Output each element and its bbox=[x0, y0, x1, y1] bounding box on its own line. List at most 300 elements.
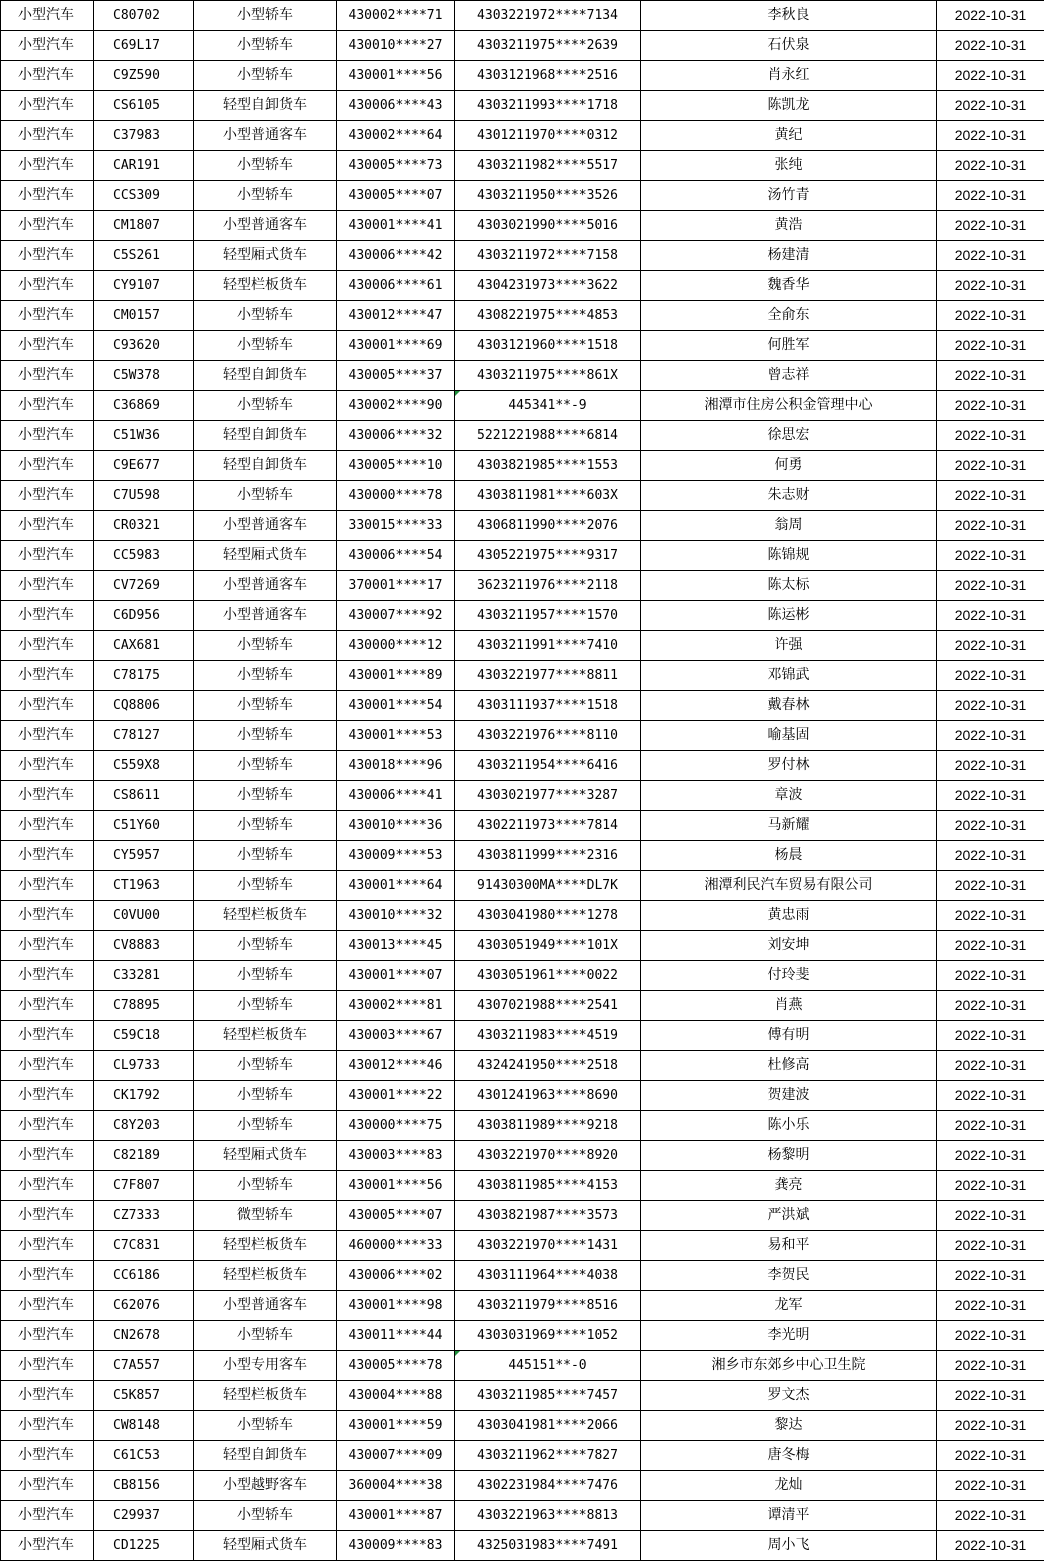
vehicle-category-cell: 小型汽车 bbox=[1, 631, 94, 661]
code-cell: 430003****67 bbox=[337, 1021, 455, 1051]
plate-number-cell: CN2678 bbox=[94, 1321, 194, 1351]
date-cell: 2022-10-31 bbox=[937, 931, 1044, 961]
plate-number-cell: C61C53 bbox=[94, 1441, 194, 1471]
id-number-cell: 4303121960****1518 bbox=[455, 331, 641, 361]
code-cell: 430001****98 bbox=[337, 1291, 455, 1321]
table-row bbox=[1, 721, 1044, 751]
id-number-cell: 3623211976****2118 bbox=[455, 571, 641, 601]
vehicle-category-cell: 小型汽车 bbox=[1, 991, 94, 1021]
vehicle-type-cell: 轻型栏板货车 bbox=[194, 1021, 337, 1051]
id-number-cell: 4303041980****1278 bbox=[455, 901, 641, 931]
code-cell: 430002****81 bbox=[337, 991, 455, 1021]
code-cell: 430005****07 bbox=[337, 1201, 455, 1231]
vehicle-category-cell: 小型汽车 bbox=[1, 1351, 94, 1381]
date-cell: 2022-10-31 bbox=[937, 661, 1044, 691]
vehicle-category-cell: 小型汽车 bbox=[1, 1111, 94, 1141]
code-cell: 360004****38 bbox=[337, 1471, 455, 1501]
vehicle-category-cell: 小型汽车 bbox=[1, 1531, 94, 1561]
code-cell: 430005****07 bbox=[337, 181, 455, 211]
code-cell: 430001****87 bbox=[337, 1501, 455, 1531]
code-cell: 430013****45 bbox=[337, 931, 455, 961]
id-number-cell: 4303211962****7827 bbox=[455, 1441, 641, 1471]
code-cell: 430005****78 bbox=[337, 1351, 455, 1381]
vehicle-category-cell: 小型汽车 bbox=[1, 541, 94, 571]
id-number-cell: 4303221972****7134 bbox=[455, 1, 641, 31]
id-number-cell: 4302231984****7476 bbox=[455, 1471, 641, 1501]
vehicle-type-cell: 小型轿车 bbox=[194, 31, 337, 61]
owner-name-cell: 严洪斌 bbox=[641, 1201, 937, 1231]
plate-number-cell: CY9107 bbox=[94, 271, 194, 301]
vehicle-type-cell: 小型轿车 bbox=[194, 691, 337, 721]
vehicle-type-cell: 小型专用客车 bbox=[194, 1351, 337, 1381]
owner-name-cell: 杜修高 bbox=[641, 1051, 937, 1081]
code-cell: 430001****22 bbox=[337, 1081, 455, 1111]
date-cell: 2022-10-31 bbox=[937, 1111, 1044, 1141]
vehicle-type-cell: 小型轿车 bbox=[194, 331, 337, 361]
vehicle-type-cell: 小型轿车 bbox=[194, 1171, 337, 1201]
vehicle-type-cell: 轻型厢式货车 bbox=[194, 241, 337, 271]
date-cell: 2022-10-31 bbox=[937, 151, 1044, 181]
table-row bbox=[1, 121, 1044, 151]
table-row bbox=[1, 361, 1044, 391]
table-row bbox=[1, 31, 1044, 61]
date-cell: 2022-10-31 bbox=[937, 541, 1044, 571]
id-number-cell: 4303211975****861X bbox=[455, 361, 641, 391]
code-cell: 430006****54 bbox=[337, 541, 455, 571]
vehicle-category-cell: 小型汽车 bbox=[1, 271, 94, 301]
code-cell: 430005****10 bbox=[337, 451, 455, 481]
id-number-cell: 4303211950****3526 bbox=[455, 181, 641, 211]
plate-number-cell: C78127 bbox=[94, 721, 194, 751]
code-cell: 430010****32 bbox=[337, 901, 455, 931]
plate-number-cell: CS8611 bbox=[94, 781, 194, 811]
code-cell: 370001****17 bbox=[337, 571, 455, 601]
vehicle-type-cell: 小型轿车 bbox=[194, 751, 337, 781]
plate-number-cell: C9E677 bbox=[94, 451, 194, 481]
code-cell: 330015****33 bbox=[337, 511, 455, 541]
vehicle-category-cell: 小型汽车 bbox=[1, 1201, 94, 1231]
plate-number-cell: CQ8806 bbox=[94, 691, 194, 721]
id-number-cell: 4303811989****9218 bbox=[455, 1111, 641, 1141]
date-cell: 2022-10-31 bbox=[937, 301, 1044, 331]
plate-number-cell: C5S261 bbox=[94, 241, 194, 271]
owner-name-cell: 陈锦规 bbox=[641, 541, 937, 571]
vehicle-category-cell: 小型汽车 bbox=[1, 61, 94, 91]
code-cell: 430010****36 bbox=[337, 811, 455, 841]
date-cell: 2022-10-31 bbox=[937, 1321, 1044, 1351]
plate-number-cell: C69L17 bbox=[94, 31, 194, 61]
table-row bbox=[1, 1411, 1044, 1441]
plate-number-cell: C59C18 bbox=[94, 1021, 194, 1051]
vehicle-type-cell: 小型轿车 bbox=[194, 1321, 337, 1351]
vehicle-category-cell: 小型汽车 bbox=[1, 1441, 94, 1471]
vehicle-type-cell: 微型轿车 bbox=[194, 1201, 337, 1231]
code-cell: 430012****46 bbox=[337, 1051, 455, 1081]
owner-name-cell: 戴春林 bbox=[641, 691, 937, 721]
table-row bbox=[1, 1231, 1044, 1261]
code-cell: 430007****92 bbox=[337, 601, 455, 631]
date-cell: 2022-10-31 bbox=[937, 1171, 1044, 1201]
plate-number-cell: C78895 bbox=[94, 991, 194, 1021]
owner-name-cell: 贺建波 bbox=[641, 1081, 937, 1111]
id-number-cell: 4303211979****8516 bbox=[455, 1291, 641, 1321]
vehicle-category-cell: 小型汽车 bbox=[1, 1, 94, 31]
owner-name-cell: 杨黎明 bbox=[641, 1141, 937, 1171]
id-number-cell: 4303211957****1570 bbox=[455, 601, 641, 631]
table-row bbox=[1, 181, 1044, 211]
plate-number-cell: C62076 bbox=[94, 1291, 194, 1321]
plate-number-cell: CC6186 bbox=[94, 1261, 194, 1291]
vehicle-type-cell: 小型轿车 bbox=[194, 871, 337, 901]
table-row bbox=[1, 1291, 1044, 1321]
code-cell: 430011****44 bbox=[337, 1321, 455, 1351]
code-cell: 430001****64 bbox=[337, 871, 455, 901]
date-cell: 2022-10-31 bbox=[937, 1231, 1044, 1261]
vehicle-type-cell: 小型轿车 bbox=[194, 391, 337, 421]
vehicle-type-cell: 小型越野客车 bbox=[194, 1471, 337, 1501]
code-cell: 430001****59 bbox=[337, 1411, 455, 1441]
owner-name-cell: 黎达 bbox=[641, 1411, 937, 1441]
id-number-cell: 4303221970****8920 bbox=[455, 1141, 641, 1171]
id-number-cell: 4303211991****7410 bbox=[455, 631, 641, 661]
id-number-cell: 4304231973****3622 bbox=[455, 271, 641, 301]
date-cell: 2022-10-31 bbox=[937, 751, 1044, 781]
date-cell: 2022-10-31 bbox=[937, 781, 1044, 811]
date-cell: 2022-10-31 bbox=[937, 481, 1044, 511]
code-cell: 430005****37 bbox=[337, 361, 455, 391]
owner-name-cell: 李光明 bbox=[641, 1321, 937, 1351]
vehicle-category-cell: 小型汽车 bbox=[1, 721, 94, 751]
vehicle-type-cell: 小型轿车 bbox=[194, 301, 337, 331]
code-cell: 430001****89 bbox=[337, 661, 455, 691]
code-cell: 430005****73 bbox=[337, 151, 455, 181]
plate-number-cell: CC5983 bbox=[94, 541, 194, 571]
date-cell: 2022-10-31 bbox=[937, 1471, 1044, 1501]
owner-name-cell: 唐冬梅 bbox=[641, 1441, 937, 1471]
vehicle-type-cell: 小型轿车 bbox=[194, 781, 337, 811]
code-cell: 430002****90 bbox=[337, 391, 455, 421]
vehicle-type-cell: 小型普通客车 bbox=[194, 121, 337, 151]
code-cell: 430006****42 bbox=[337, 241, 455, 271]
vehicle-category-cell: 小型汽车 bbox=[1, 811, 94, 841]
table-row bbox=[1, 1381, 1044, 1411]
table-row bbox=[1, 901, 1044, 931]
vehicle-type-cell: 小型轿车 bbox=[194, 631, 337, 661]
owner-name-cell: 魏香华 bbox=[641, 271, 937, 301]
vehicle-type-cell: 小型轿车 bbox=[194, 1111, 337, 1141]
table-row bbox=[1, 1501, 1044, 1531]
vehicle-type-cell: 小型轿车 bbox=[194, 661, 337, 691]
code-cell: 430001****69 bbox=[337, 331, 455, 361]
owner-name-cell: 湘潭利民汽车贸易有限公司 bbox=[641, 871, 937, 901]
owner-name-cell: 喻基固 bbox=[641, 721, 937, 751]
vehicle-category-cell: 小型汽车 bbox=[1, 211, 94, 241]
owner-name-cell: 全俞东 bbox=[641, 301, 937, 331]
table-row bbox=[1, 1111, 1044, 1141]
owner-name-cell: 何胜军 bbox=[641, 331, 937, 361]
date-cell: 2022-10-31 bbox=[937, 1081, 1044, 1111]
id-number-cell: 4308221975****4853 bbox=[455, 301, 641, 331]
plate-number-cell: CV8883 bbox=[94, 931, 194, 961]
id-number-cell: 4303221970****1431 bbox=[455, 1231, 641, 1261]
table-row bbox=[1, 1051, 1044, 1081]
vehicle-category-cell: 小型汽车 bbox=[1, 331, 94, 361]
table-row bbox=[1, 1081, 1044, 1111]
id-number-cell: 4302211973****7814 bbox=[455, 811, 641, 841]
vehicle-category-cell: 小型汽车 bbox=[1, 361, 94, 391]
owner-name-cell: 付玲斐 bbox=[641, 961, 937, 991]
table-row bbox=[1, 871, 1044, 901]
owner-name-cell: 易和平 bbox=[641, 1231, 937, 1261]
date-cell: 2022-10-31 bbox=[937, 1291, 1044, 1321]
plate-number-cell: C0VU00 bbox=[94, 901, 194, 931]
plate-number-cell: C7F807 bbox=[94, 1171, 194, 1201]
vehicle-category-cell: 小型汽车 bbox=[1, 121, 94, 151]
date-cell: 2022-10-31 bbox=[937, 961, 1044, 991]
date-cell: 2022-10-31 bbox=[937, 421, 1044, 451]
table-row bbox=[1, 1441, 1044, 1471]
plate-number-cell: CCS309 bbox=[94, 181, 194, 211]
table-row bbox=[1, 931, 1044, 961]
date-cell: 2022-10-31 bbox=[937, 1051, 1044, 1081]
date-cell: 2022-10-31 bbox=[937, 811, 1044, 841]
vehicle-type-cell: 小型轿车 bbox=[194, 1081, 337, 1111]
table-row bbox=[1, 481, 1044, 511]
table-row bbox=[1, 841, 1044, 871]
id-number-cell: 4303811999****2316 bbox=[455, 841, 641, 871]
id-number-cell: 91430300MA****DL7K bbox=[455, 871, 641, 901]
id-number-cell: 4303211954****6416 bbox=[455, 751, 641, 781]
vehicle-type-cell: 小型轿车 bbox=[194, 841, 337, 871]
owner-name-cell: 龙灿 bbox=[641, 1471, 937, 1501]
vehicle-type-cell: 轻型自卸货车 bbox=[194, 421, 337, 451]
owner-name-cell: 湘潭市住房公积金管理中心 bbox=[641, 391, 937, 421]
id-number-cell: 4306811990****2076 bbox=[455, 511, 641, 541]
table-row bbox=[1, 1021, 1044, 1051]
owner-name-cell: 肖燕 bbox=[641, 991, 937, 1021]
plate-number-cell: CAR191 bbox=[94, 151, 194, 181]
id-number-cell: 5221221988****6814 bbox=[455, 421, 641, 451]
table-body bbox=[1, 1, 1044, 1561]
date-cell: 2022-10-31 bbox=[937, 571, 1044, 601]
vehicle-type-cell: 轻型自卸货车 bbox=[194, 361, 337, 391]
vehicle-type-cell: 小型普通客车 bbox=[194, 571, 337, 601]
id-number-cell: 4303221963****8813 bbox=[455, 1501, 641, 1531]
vehicle-category-cell: 小型汽车 bbox=[1, 961, 94, 991]
date-cell: 2022-10-31 bbox=[937, 31, 1044, 61]
table-row bbox=[1, 1351, 1044, 1381]
table-row bbox=[1, 1321, 1044, 1351]
code-cell: 430000****12 bbox=[337, 631, 455, 661]
date-cell: 2022-10-31 bbox=[937, 121, 1044, 151]
owner-name-cell: 陈凯龙 bbox=[641, 91, 937, 121]
table-row bbox=[1, 211, 1044, 241]
date-cell: 2022-10-31 bbox=[937, 391, 1044, 421]
date-cell: 2022-10-31 bbox=[937, 1531, 1044, 1561]
owner-name-cell: 杨建清 bbox=[641, 241, 937, 271]
id-number-cell: 4303211982****5517 bbox=[455, 151, 641, 181]
id-number-cell: 4301211970****0312 bbox=[455, 121, 641, 151]
id-number-cell: 4305221975****9317 bbox=[455, 541, 641, 571]
owner-name-cell: 肖永红 bbox=[641, 61, 937, 91]
table-row bbox=[1, 541, 1044, 571]
plate-number-cell: C7C831 bbox=[94, 1231, 194, 1261]
vehicle-category-cell: 小型汽车 bbox=[1, 901, 94, 931]
id-number-cell: 445151**-0 bbox=[455, 1351, 641, 1381]
date-cell: 2022-10-31 bbox=[937, 1, 1044, 31]
id-number-cell: 4303211993****1718 bbox=[455, 91, 641, 121]
plate-number-cell: CV7269 bbox=[94, 571, 194, 601]
vehicle-category-cell: 小型汽车 bbox=[1, 1171, 94, 1201]
vehicle-category-cell: 小型汽车 bbox=[1, 781, 94, 811]
owner-name-cell: 徐思宏 bbox=[641, 421, 937, 451]
code-cell: 430001****07 bbox=[337, 961, 455, 991]
vehicle-category-cell: 小型汽车 bbox=[1, 91, 94, 121]
vehicle-category-cell: 小型汽车 bbox=[1, 241, 94, 271]
plate-number-cell: CD1225 bbox=[94, 1531, 194, 1561]
plate-number-cell: C93620 bbox=[94, 331, 194, 361]
id-number-cell: 4324241950****2518 bbox=[455, 1051, 641, 1081]
owner-name-cell: 陈太标 bbox=[641, 571, 937, 601]
table-row bbox=[1, 751, 1044, 781]
date-cell: 2022-10-31 bbox=[937, 841, 1044, 871]
vehicle-type-cell: 小型轿车 bbox=[194, 181, 337, 211]
plate-number-cell: CZ7333 bbox=[94, 1201, 194, 1231]
plate-number-cell: CAX681 bbox=[94, 631, 194, 661]
table-row bbox=[1, 1261, 1044, 1291]
date-cell: 2022-10-31 bbox=[937, 1411, 1044, 1441]
table-row bbox=[1, 601, 1044, 631]
vehicle-category-cell: 小型汽车 bbox=[1, 751, 94, 781]
table-row bbox=[1, 151, 1044, 181]
code-cell: 430009****83 bbox=[337, 1531, 455, 1561]
code-cell: 430001****56 bbox=[337, 61, 455, 91]
owner-name-cell: 汤竹青 bbox=[641, 181, 937, 211]
code-cell: 430006****61 bbox=[337, 271, 455, 301]
table-row bbox=[1, 61, 1044, 91]
owner-name-cell: 湘乡市东郊乡中心卫生院 bbox=[641, 1351, 937, 1381]
code-cell: 460000****33 bbox=[337, 1231, 455, 1261]
vehicle-type-cell: 小型轿车 bbox=[194, 811, 337, 841]
id-number-cell: 4303211972****7158 bbox=[455, 241, 641, 271]
code-cell: 430002****71 bbox=[337, 1, 455, 31]
vehicle-type-cell: 小型轿车 bbox=[194, 721, 337, 751]
plate-number-cell: CW8148 bbox=[94, 1411, 194, 1441]
vehicle-type-cell: 轻型自卸货车 bbox=[194, 91, 337, 121]
table-row bbox=[1, 991, 1044, 1021]
vehicle-category-cell: 小型汽车 bbox=[1, 571, 94, 601]
plate-number-cell: C5W378 bbox=[94, 361, 194, 391]
plate-number-cell: C80702 bbox=[94, 1, 194, 31]
id-number-cell: 4303111964****4038 bbox=[455, 1261, 641, 1291]
table-row bbox=[1, 1201, 1044, 1231]
vehicle-category-cell: 小型汽车 bbox=[1, 1321, 94, 1351]
code-cell: 430006****43 bbox=[337, 91, 455, 121]
vehicle-category-cell: 小型汽车 bbox=[1, 1381, 94, 1411]
vehicle-category-cell: 小型汽车 bbox=[1, 421, 94, 451]
owner-name-cell: 曾志祥 bbox=[641, 361, 937, 391]
vehicle-type-cell: 轻型栏板货车 bbox=[194, 1381, 337, 1411]
plate-number-cell: C51W36 bbox=[94, 421, 194, 451]
id-number-cell: 4303811981****603X bbox=[455, 481, 641, 511]
vehicle-category-cell: 小型汽车 bbox=[1, 511, 94, 541]
code-cell: 430010****27 bbox=[337, 31, 455, 61]
vehicle-type-cell: 小型轿车 bbox=[194, 1, 337, 31]
id-number-cell: 4303811985****4153 bbox=[455, 1171, 641, 1201]
vehicle-category-cell: 小型汽车 bbox=[1, 1261, 94, 1291]
plate-number-cell: C29937 bbox=[94, 1501, 194, 1531]
plate-number-cell: C6D956 bbox=[94, 601, 194, 631]
vehicle-category-cell: 小型汽车 bbox=[1, 1411, 94, 1441]
owner-name-cell: 石伏泉 bbox=[641, 31, 937, 61]
owner-name-cell: 张纯 bbox=[641, 151, 937, 181]
vehicle-type-cell: 小型普通客车 bbox=[194, 511, 337, 541]
owner-name-cell: 章波 bbox=[641, 781, 937, 811]
date-cell: 2022-10-31 bbox=[937, 631, 1044, 661]
date-cell: 2022-10-31 bbox=[937, 1021, 1044, 1051]
vehicle-category-cell: 小型汽车 bbox=[1, 301, 94, 331]
vehicle-category-cell: 小型汽车 bbox=[1, 1081, 94, 1111]
id-number-cell: 4303211983****4519 bbox=[455, 1021, 641, 1051]
id-number-cell: 4303111937****1518 bbox=[455, 691, 641, 721]
code-cell: 430003****83 bbox=[337, 1141, 455, 1171]
owner-name-cell: 李秋良 bbox=[641, 1, 937, 31]
date-cell: 2022-10-31 bbox=[937, 691, 1044, 721]
id-number-cell: 4303211975****2639 bbox=[455, 31, 641, 61]
plate-number-cell: CK1792 bbox=[94, 1081, 194, 1111]
plate-number-cell: C559X8 bbox=[94, 751, 194, 781]
table-row bbox=[1, 961, 1044, 991]
vehicle-type-cell: 轻型厢式货车 bbox=[194, 541, 337, 571]
id-number-cell: 4303821987****3573 bbox=[455, 1201, 641, 1231]
id-number-cell: 4303821985****1553 bbox=[455, 451, 641, 481]
plate-number-cell: C9Z590 bbox=[94, 61, 194, 91]
date-cell: 2022-10-31 bbox=[937, 1261, 1044, 1291]
code-cell: 430006****02 bbox=[337, 1261, 455, 1291]
code-cell: 430006****32 bbox=[337, 421, 455, 451]
id-number-cell: 445341**-9 bbox=[455, 391, 641, 421]
vehicle-type-cell: 轻型自卸货车 bbox=[194, 451, 337, 481]
vehicle-category-cell: 小型汽车 bbox=[1, 1051, 94, 1081]
owner-name-cell: 何勇 bbox=[641, 451, 937, 481]
date-cell: 2022-10-31 bbox=[937, 1351, 1044, 1381]
table-row bbox=[1, 1471, 1044, 1501]
plate-number-cell: CR0321 bbox=[94, 511, 194, 541]
plate-number-cell: C78175 bbox=[94, 661, 194, 691]
vehicle-type-cell: 小型轿车 bbox=[194, 1501, 337, 1531]
table-row bbox=[1, 631, 1044, 661]
date-cell: 2022-10-31 bbox=[937, 361, 1044, 391]
plate-number-cell: C33281 bbox=[94, 961, 194, 991]
vehicle-type-cell: 小型轿车 bbox=[194, 931, 337, 961]
date-cell: 2022-10-31 bbox=[937, 871, 1044, 901]
vehicle-type-cell: 小型轿车 bbox=[194, 991, 337, 1021]
vehicle-type-cell: 小型轿车 bbox=[194, 1411, 337, 1441]
date-cell: 2022-10-31 bbox=[937, 511, 1044, 541]
vehicle-category-cell: 小型汽车 bbox=[1, 1021, 94, 1051]
date-cell: 2022-10-31 bbox=[937, 601, 1044, 631]
owner-name-cell: 刘安坤 bbox=[641, 931, 937, 961]
vehicle-type-cell: 小型轿车 bbox=[194, 61, 337, 91]
id-number-cell: 4303121968****2516 bbox=[455, 61, 641, 91]
table-row bbox=[1, 781, 1044, 811]
vehicle-type-cell: 轻型厢式货车 bbox=[194, 1141, 337, 1171]
vehicle-category-cell: 小型汽车 bbox=[1, 601, 94, 631]
table-row bbox=[1, 451, 1044, 481]
owner-name-cell: 陈小乐 bbox=[641, 1111, 937, 1141]
vehicle-category-cell: 小型汽车 bbox=[1, 931, 94, 961]
table-row bbox=[1, 91, 1044, 121]
